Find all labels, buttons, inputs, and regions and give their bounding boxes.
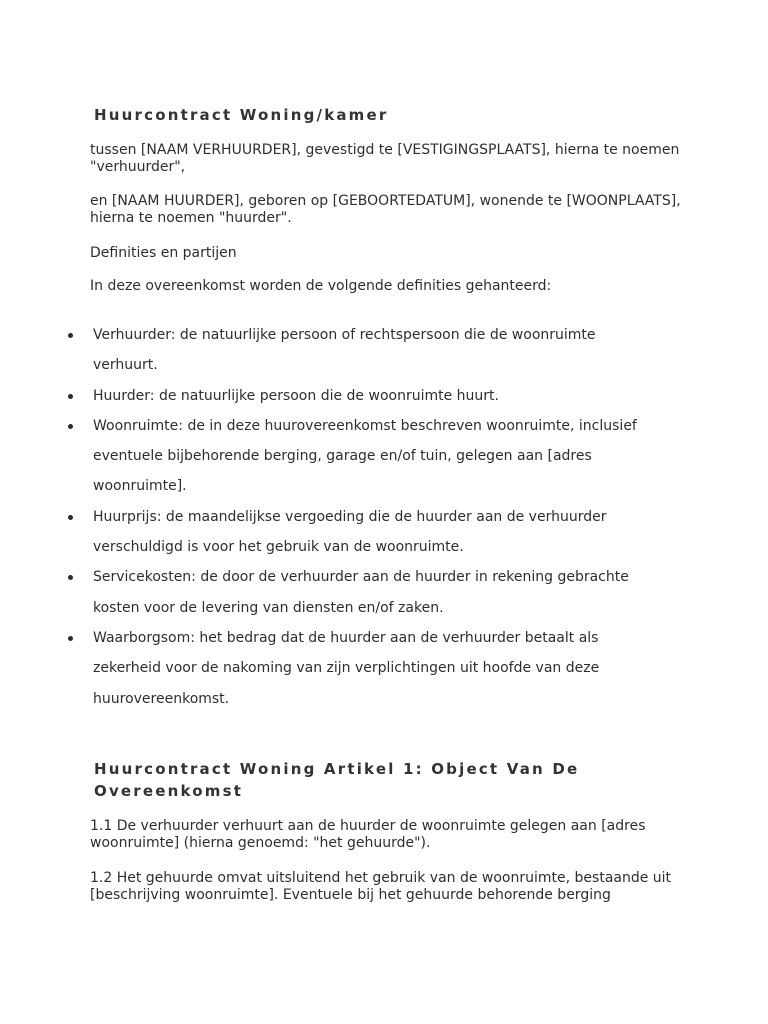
parties-tenant-paragraph: en [NAAM HUURDER], geboren op [GEBOORTEDATUM], wonende te [WOONPLAATS], hierna te noemen "huurder".: [90, 193, 681, 226]
list-item: [0, 381, 663, 411]
definition-text: Woonruimte: de in deze huurovereenkomst beschreven woonruimte, inclusief eventuele bijbehorende berging, garage en/of tuin, gelegen aan [adres woonruimte].: [93, 417, 637, 495]
definitions-list: [0, 320, 768, 714]
definition-text: Servicekosten: de door de verhuurder aan de huurder in rekening gebrachte kosten voor de levering van diensten en/of zaken.: [93, 569, 629, 616]
clause-1-1: 1.1 De verhuurder verhuurt aan de huurder de woonruimte gelegen aan [adres woonruimte] (hierna genoemd: "het gehuurde").: [90, 818, 646, 851]
list-item: [0, 623, 663, 714]
list-item: [0, 562, 663, 623]
article-1-heading: Huurcontract Woning Artikel 1: Object Van De Overeenkomst: [94, 760, 580, 800]
definitions-intro: In deze overeenkomst worden de volgende definities gehanteerd:: [90, 278, 552, 294]
definition-text: Huurder: de natuurlijke persoon die de woonruimte huurt.: [93, 387, 499, 404]
bullet-icon: [68, 636, 73, 641]
definitions-title: Definities en partijen: [90, 245, 237, 261]
list-item: [0, 502, 663, 563]
clause-1-2: 1.2 Het gehuurde omvat uitsluitend het gebruik van de woonruimte, bestaande uit [beschrijving woonruimte]. Eventuele bij het gehuurde behorende berging: [90, 870, 672, 903]
definition-text: Verhuurder: de natuurlijke persoon of rechtspersoon die de woonruimte verhuurt.: [93, 327, 596, 374]
parties-landlord-paragraph: tussen [NAAM VERHUURDER], gevestigd te [VESTIGINGSPLAATS], hierna te noemen "verhuurder",: [90, 142, 680, 175]
list-item: [0, 320, 663, 381]
bullet-icon: [68, 424, 73, 429]
definition-text: Waarborgsom: het bedrag dat de huurder aan de verhuurder betaalt als zekerheid voor de nakoming van zijn verplichtingen uit hoofde van deze huurovereenkomst.: [93, 629, 600, 707]
definition-text: Huurprijs: de maandelijkse vergoeding die de huurder aan de verhuurder verschuldigd is voor het gebruik van de woonruimte.: [93, 508, 607, 556]
bullet-icon: [68, 394, 73, 399]
document-title: Huurcontract Woning/kamer: [94, 106, 389, 124]
bullet-icon: [68, 575, 73, 580]
bullet-icon: [68, 333, 73, 338]
list-item: [0, 411, 663, 502]
bullet-icon: [68, 515, 73, 520]
